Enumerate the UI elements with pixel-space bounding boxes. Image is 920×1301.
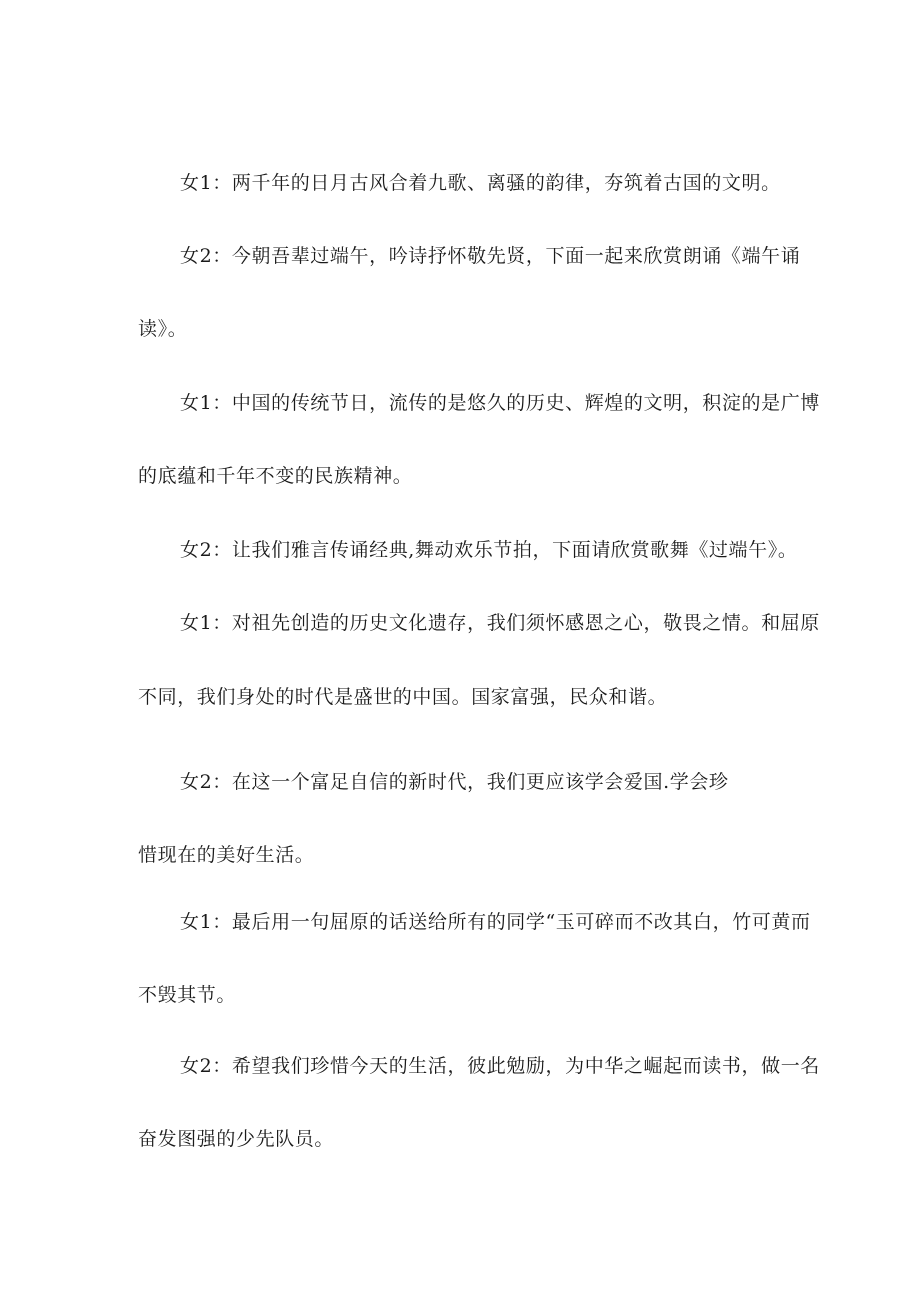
paragraph-line: 奋发图强的少先队员。 (138, 1128, 335, 1150)
paragraph-line: 女2：在这一个富足自信的新时代，我们更应该学会爱国.学会珍 (180, 771, 729, 793)
paragraph-line: 惜现在的美好生活。 (138, 844, 315, 866)
paragraph-line: 女1：中国的传统节日，流传的是悠久的历史、辉煌的文明，积淀的是广博 (180, 392, 820, 414)
paragraph-line: 女2：希望我们珍惜今天的生活，彼此勉励，为中华之崛起而读书，做一名 (180, 1055, 820, 1077)
paragraph-line: 女2：今朝吾辈过端午，吟诗抒怀敬先贤，下面一起来欣赏朗诵《端午诵 (180, 245, 801, 267)
paragraph-line: 女1：最后用一句屈原的话送给所有的同学“玉可碎而不改其白，竹可黄而 (180, 911, 811, 933)
paragraph-line: 女1：两千年的日月古风合着九歌、离骚的韵律，夯筑着古国的文明。 (180, 172, 781, 194)
paragraph-line: 女2：让我们雅言传诵经典,舞动欢乐节拍，下面请欣赏歌舞《过端午》。 (180, 539, 798, 561)
paragraph-line: 不毁其节。 (138, 984, 237, 1006)
paragraph-line: 女1：对祖先创造的历史文化遗存，我们须怀感恩之心，敬畏之情。和屈原 (180, 612, 820, 634)
paragraph-line: 不同，我们身处的时代是盛世的中国。国家富强，民众和谐。 (138, 686, 668, 708)
paragraph-line: 读》。 (138, 318, 188, 340)
paragraph-line: 的底蕴和千年不变的民族精神。 (138, 465, 413, 487)
